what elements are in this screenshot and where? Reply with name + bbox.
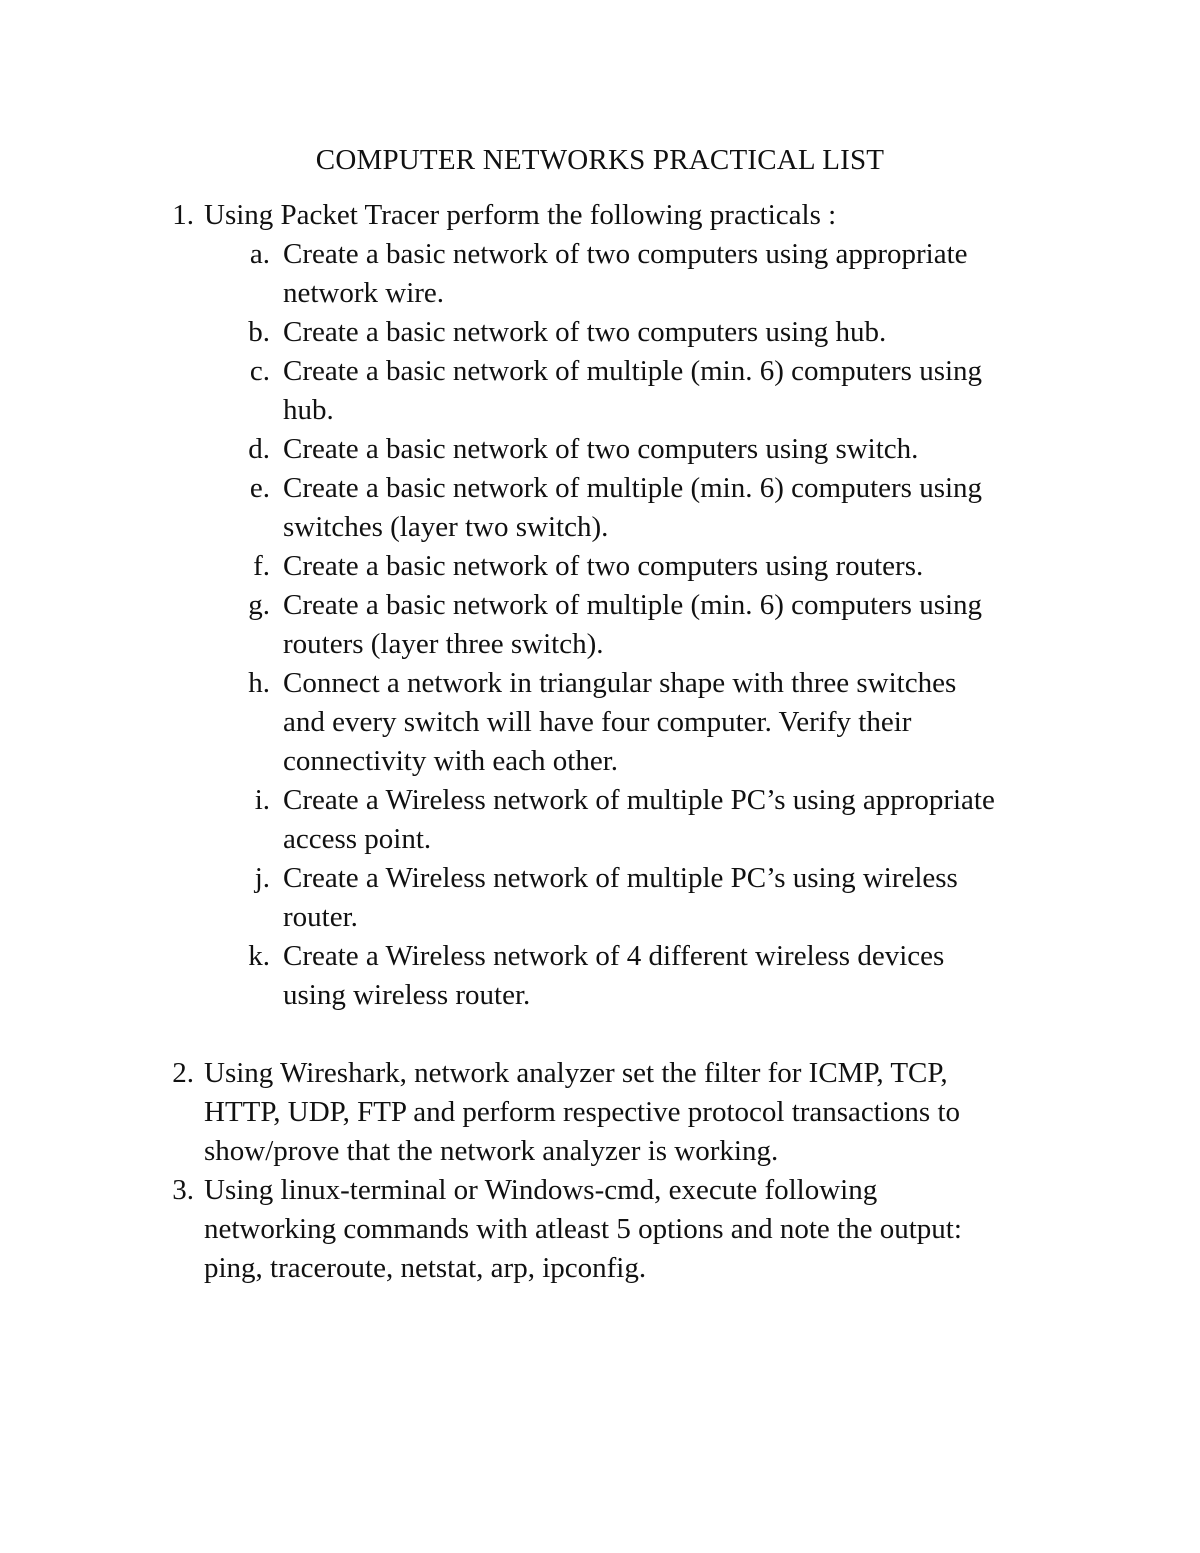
subitem-b-line-1: Create a basic network of two computers using hub.: [283, 316, 887, 348]
subitem-f-marker: f.: [253, 550, 270, 582]
subitem-e-marker: e.: [249, 472, 270, 504]
subitem-g-marker: g.: [248, 589, 270, 621]
subitem-d-marker: d.: [248, 433, 270, 465]
item-2-line-1: Using Wireshark, network analyzer set the filter for ICMP, TCP,: [204, 1057, 948, 1089]
item-3-line-3: ping, traceroute, netstat, arp, ipconfig.: [204, 1252, 647, 1284]
subitem-d-line-1: Create a basic network of two computers using switch.: [283, 433, 919, 465]
subitem-e-line-1: Create a basic network of multiple (min. 6) computers using: [283, 472, 983, 504]
subitem-a-line-1: Create a basic network of two computers using appropriate: [283, 238, 968, 270]
item-1-text: Using Packet Tracer perform the following practicals :: [204, 199, 837, 231]
document-title: COMPUTER NETWORKS PRACTICAL LIST: [315, 144, 885, 176]
subitem-g-line-2: routers (layer three switch).: [283, 628, 604, 660]
item-2-marker: 2.: [172, 1057, 194, 1089]
subitem-i-marker: i.: [254, 784, 270, 816]
subitem-e-line-2: switches (layer two switch).: [283, 511, 609, 543]
subitem-g-line-1: Create a basic network of multiple (min. 6) computers using: [283, 589, 983, 621]
subitem-k-marker: k.: [248, 940, 270, 972]
subitem-j-marker: j.: [254, 862, 270, 894]
subitem-i-line-1: Create a Wireless network of multiple PC’s using appropriate: [283, 784, 995, 816]
subitem-b-marker: b.: [248, 316, 270, 348]
subitem-a-line-2: network wire.: [283, 277, 445, 309]
item-2-line-3: show/prove that the network analyzer is working.: [204, 1135, 779, 1167]
item-1-marker: 1.: [172, 199, 194, 231]
item-3-line-2: networking commands with atleast 5 options and note the output:: [204, 1213, 962, 1245]
subitem-h-marker: h.: [248, 667, 270, 699]
subitem-f-line-1: Create a basic network of two computers using routers.: [283, 550, 924, 582]
subitem-c-marker: c.: [249, 355, 270, 387]
subitem-h-line-2: and every switch will have four computer. Verify their: [283, 706, 912, 738]
subitem-k-line-2: using wireless router.: [283, 979, 531, 1011]
item-3-marker: 3.: [172, 1174, 194, 1206]
item-3-line-1: Using linux-terminal or Windows-cmd, execute following: [204, 1174, 878, 1206]
subitem-c-line-2: hub.: [283, 394, 334, 426]
subitem-j-line-1: Create a Wireless network of multiple PC’s using wireless: [283, 862, 958, 894]
item-2-line-2: HTTP, UDP, FTP and perform respective protocol transactions to: [204, 1096, 961, 1128]
subitem-c-line-1: Create a basic network of multiple (min. 6) computers using: [283, 355, 983, 387]
subitem-a-marker: a.: [249, 238, 270, 270]
subitem-k-line-1: Create a Wireless network of 4 different wireless devices: [283, 940, 945, 972]
subitem-j-line-2: router.: [283, 901, 358, 933]
subitem-h-line-3: connectivity with each other.: [283, 745, 619, 777]
subitem-i-line-2: access point.: [283, 823, 432, 855]
subitem-h-line-1: Connect a network in triangular shape with three switches: [283, 667, 957, 699]
